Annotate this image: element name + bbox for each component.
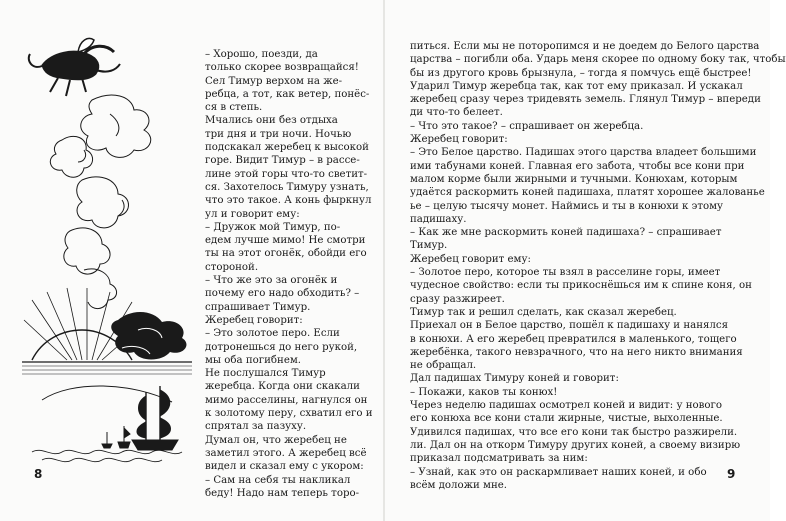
text-line: Удивился падишах, что все его кони так быстро разжирели. — [410, 426, 738, 438]
text-line: – Узнай, как это он раскармливает наших коней, и обо — [410, 466, 707, 478]
text-line: ребца, а тот, как ветер, понёс- — [205, 88, 370, 100]
text-line: лине этой горы что-то светит- — [205, 168, 368, 180]
text-line: ся в степь. — [205, 102, 263, 114]
text-line: малом корме были жирными и тучными. Конюхам, которым — [410, 173, 738, 185]
text-line: всём доложи мне. — [410, 479, 508, 491]
text-line: приказал подсматривать за ним: — [410, 453, 588, 465]
text-line: мы оба погибнем. — [205, 354, 302, 366]
text-line: Через неделю падишах осмотрел коней и видит: у нового — [410, 400, 722, 412]
text-line: Жеребец говорит: — [205, 314, 303, 326]
text-line: стороной. — [205, 261, 259, 273]
text-line: в конюхи. А его жеребец превратился в маленького, тощего — [410, 333, 737, 345]
text-line: – Дружок мой Тимур, по- — [205, 221, 341, 233]
text-line: видел и сказал ему с укором: — [205, 461, 364, 473]
text-line: Ударил Тимур жеребца так, как тот ему приказал. И ускакал — [410, 80, 743, 92]
text-line: – Это Белое царство. Падишах этого царства владеет большими — [410, 147, 757, 159]
text-line: три дня и три ночи. Ночью — [205, 128, 352, 140]
waves-icon — [32, 450, 182, 461]
text-line: спрашивает Тимур. — [205, 301, 311, 313]
text-line: – Что это такое? – спрашивает он жеребца. — [410, 120, 644, 132]
text-line: жеребец сразу через тридевять земель. Глянул Тимур – впереди — [410, 94, 761, 106]
storm-cloud-icon — [111, 312, 186, 360]
text-line: заметил этого. А жеребец всё — [205, 447, 367, 459]
text-line: почему его надо обходить? – — [205, 288, 360, 300]
text-line: питься. Если мы не поторопимся и не доедем до Белого царства — [410, 41, 760, 52]
text-line: ся. Захотелось Тимуру узнать, — [205, 181, 369, 193]
text-line: что это такое. А конь фыркнул — [205, 195, 372, 207]
text-line: ли. Дал он на откорм Тимуру других коней, а своему визирю — [410, 439, 741, 451]
left-page-text — [205, 48, 373, 500]
text-line: падишаху. — [410, 213, 467, 225]
text-line: – Сам на себя ты накликал — [205, 474, 351, 486]
text-line: – Что же это за огонёк и — [205, 275, 338, 287]
text-line: чудесное свойство: если ты прикоснёшься им к спине коня, он — [410, 280, 752, 292]
text-line: – Это золотое перо. Если — [205, 328, 340, 340]
sailing-ship-icon — [102, 386, 178, 450]
text-line: ул и говорит ему: — [205, 208, 300, 220]
text-line: Дал падишах Тимуру коней и говорит: — [410, 373, 619, 385]
text-line: ты на этот огонёк, обойди его — [205, 248, 367, 260]
text-line: едем лучше мимо! Не смотри — [205, 235, 366, 247]
text-line: его конюха все кони стали жирные, чистые, выхоленные. — [410, 413, 723, 425]
text-line: удаётся раскормить коней падишаха, платят хорошее жалованье — [410, 187, 765, 199]
text-line: только скорее возвращайся! — [205, 62, 359, 74]
page-number-right: 9 — [727, 467, 736, 481]
left-page — [0, 0, 383, 521]
text-line: жеребёнка, такого невзрачного, что на него никто внимания — [410, 346, 743, 358]
cloud-column-icon — [50, 95, 150, 309]
text-line: Думал он, что жеребец не — [205, 434, 347, 446]
text-line: спрятал за пазуху. — [205, 421, 307, 433]
text-line: – Золотое перо, которое ты взял в расселине горы, имеет — [410, 267, 721, 279]
text-line: ье – целую тысячу монет. Наймись и ты в конюхи к этому — [410, 200, 724, 212]
text-line: – Покажи, каков ты конюх! — [410, 386, 558, 398]
text-line: Приехал он в Белое царство, пошёл к падишаху и нанялся — [410, 320, 729, 332]
illustration-flying-horse-ship — [22, 30, 202, 465]
text-line: Сел Тимур верхом на же- — [205, 75, 343, 87]
text-line: – Хорошо, поезди, да — [205, 49, 318, 60]
text-line: Не послушался Тимур — [205, 368, 326, 380]
text-line: Жеребец говорит: — [410, 134, 508, 146]
text-line: дотронешься до него рукой, — [205, 341, 358, 353]
text-line: царства – погибли оба. Ударь меня скорее по одному боку так, чтобы — [410, 54, 786, 66]
text-line: сразу разжиреет. — [410, 293, 505, 305]
page-number-left: 8 — [34, 467, 43, 481]
flying-horse-icon — [29, 39, 120, 97]
text-line: горе. Видит Тимур – в рассе- — [205, 155, 360, 167]
text-line: к золотому перу, схватил его и — [205, 408, 373, 420]
text-line: Тимур. — [410, 240, 448, 252]
text-line: Жеребец говорит ему: — [410, 253, 531, 265]
text-line: жеребца. Когда они скакали — [205, 381, 360, 393]
text-line: бы из другого кровь брызнула, – тогда я помчусь ещё быстрее! — [410, 67, 752, 79]
text-line: – Как же мне раскормить коней падишаха? – спрашивает — [410, 227, 722, 239]
text-line: беду! Надо нам теперь торо- — [205, 487, 360, 499]
right-page-text — [410, 40, 786, 492]
text-line: подскакал жеребец к высокой — [205, 142, 369, 154]
text-line: Мчались они без отдыха — [205, 115, 338, 127]
text-line: мимо расселины, нагнулся он — [205, 394, 368, 406]
text-line: ими табунами коней. Главная его забота, чтобы все кони при — [410, 160, 745, 172]
text-line: ди что-то белеет. — [410, 107, 503, 119]
text-line: Тимур так и решил сделать, как сказал жеребец. — [410, 306, 677, 318]
text-line: не обращал. — [410, 360, 477, 372]
